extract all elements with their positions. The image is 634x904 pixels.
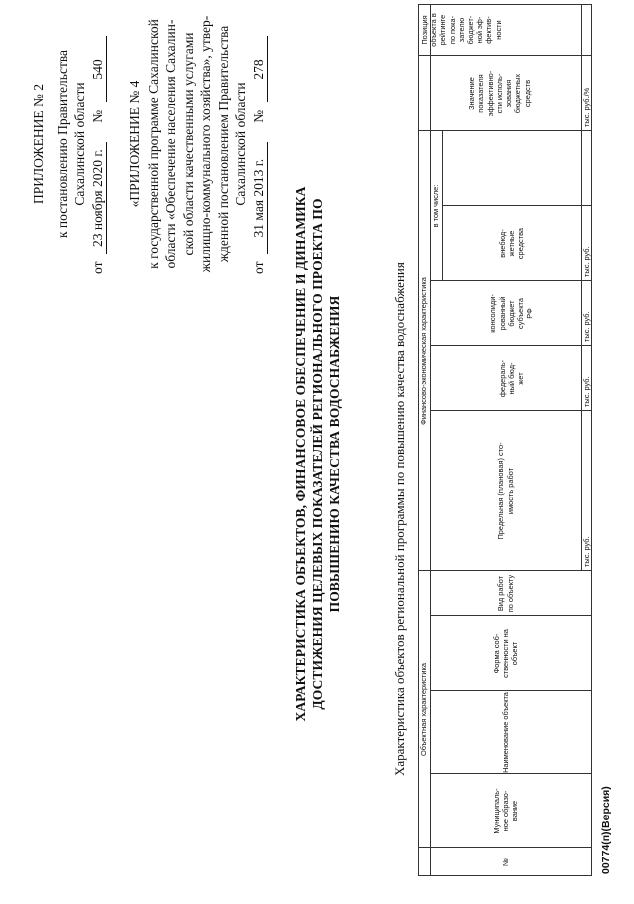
decree-number: 540: [89, 37, 108, 103]
col-consolidated: консолиди- рованный бюджет субъекта РФ: [488, 294, 535, 333]
col-ownership: Форма соб- ственности на объект: [491, 629, 520, 678]
from-label: от: [250, 261, 266, 274]
col-indicator: Значение показателя эффективно- сти исполь- зования бюджетных средств: [467, 70, 532, 117]
document-title: [292, 134, 343, 774]
col-federal: федераль- ный бюд- жет: [497, 359, 526, 398]
header-line: Сахалинской области: [72, 82, 87, 206]
header-line: ской области качественными услугами: [180, 32, 196, 256]
unit-offbudget: тыс. руб.: [581, 246, 591, 277]
unit-cost: тыс. руб.: [581, 536, 591, 567]
header-line: к постановлению Правительства: [54, 49, 70, 239]
col-object-name: Наименование объекта: [500, 692, 510, 773]
program-header: [126, 4, 268, 284]
document-code: 00774(п)(Версия): [600, 786, 612, 874]
approval-header: [30, 4, 107, 284]
in-total-header: в том числе:: [431, 184, 441, 228]
header-line: области «Обеспечение населения Сахалин-: [163, 19, 178, 269]
decree-date: 23 ноября 2020 г.: [89, 142, 108, 254]
col-municipality: Муниципаль- ное образо- вание: [491, 788, 520, 834]
unit-indicator: тыс. руб./%: [581, 87, 591, 127]
from-label: от: [89, 261, 105, 274]
header-line: жденной постановлением Правительства: [215, 25, 231, 263]
decree-date: 31 мая 2013 г.: [250, 142, 269, 254]
group-object-header: Объектная характеристика: [419, 662, 429, 757]
header-line: жилищно-коммунального хозяйства», утвер-: [198, 15, 213, 273]
title-line: ХАРАКТЕРИСТИКА ОБЪЕКТОВ, ФИНАНСОВОЕ ОБЕСПЕЧЕНИЕ И ДИНАМИКА: [293, 186, 308, 722]
objects-table: [418, 4, 592, 876]
col-offbudget: внебюд- жетные средства: [497, 227, 526, 260]
table-caption: Характеристика объектов региональной программы по повышению качества водоснабжения: [392, 262, 407, 776]
title-line: ПОВЫШЕНИЮ КАЧЕСТВА ВОДОСНАБЖЕНИЯ: [327, 295, 342, 613]
annex-title: ПРИЛОЖЕНИЕ № 2: [31, 83, 46, 205]
decree-number: 278: [250, 37, 269, 103]
col-rating: Позиция объекта в рейтинге по пока- зателю бюджет- ной эф- фектив- ности: [420, 13, 503, 47]
header-line: Сахалинской области: [233, 82, 248, 206]
title-line: ДОСТИЖЕНИЯ ЦЕЛЕВЫХ ПОКАЗАТЕЛЕЙ РЕГИОНАЛЬНОГО ПРОЕКТА ПО: [310, 198, 325, 710]
annex-title: «ПРИЛОЖЕНИЕ № 4: [127, 80, 142, 208]
number-label: №: [89, 109, 105, 123]
col-cost: Предельная (плановая) сто- имость работ: [496, 442, 515, 540]
header-lines: [145, 4, 250, 284]
unit-federal: тыс. руб.: [581, 376, 591, 407]
number-label: №: [250, 109, 266, 123]
date-number-line: [89, 4, 108, 284]
group-finance-header: Финансово-экономическая характеристика: [419, 277, 429, 425]
date-number-line: [250, 4, 269, 284]
col-number: №: [500, 858, 510, 866]
col-work-type: Вид работ по объекту: [496, 574, 515, 613]
header-line: к государственной программе Сахалинской: [145, 19, 161, 269]
unit-consolidated: тыс. руб.: [581, 311, 591, 342]
